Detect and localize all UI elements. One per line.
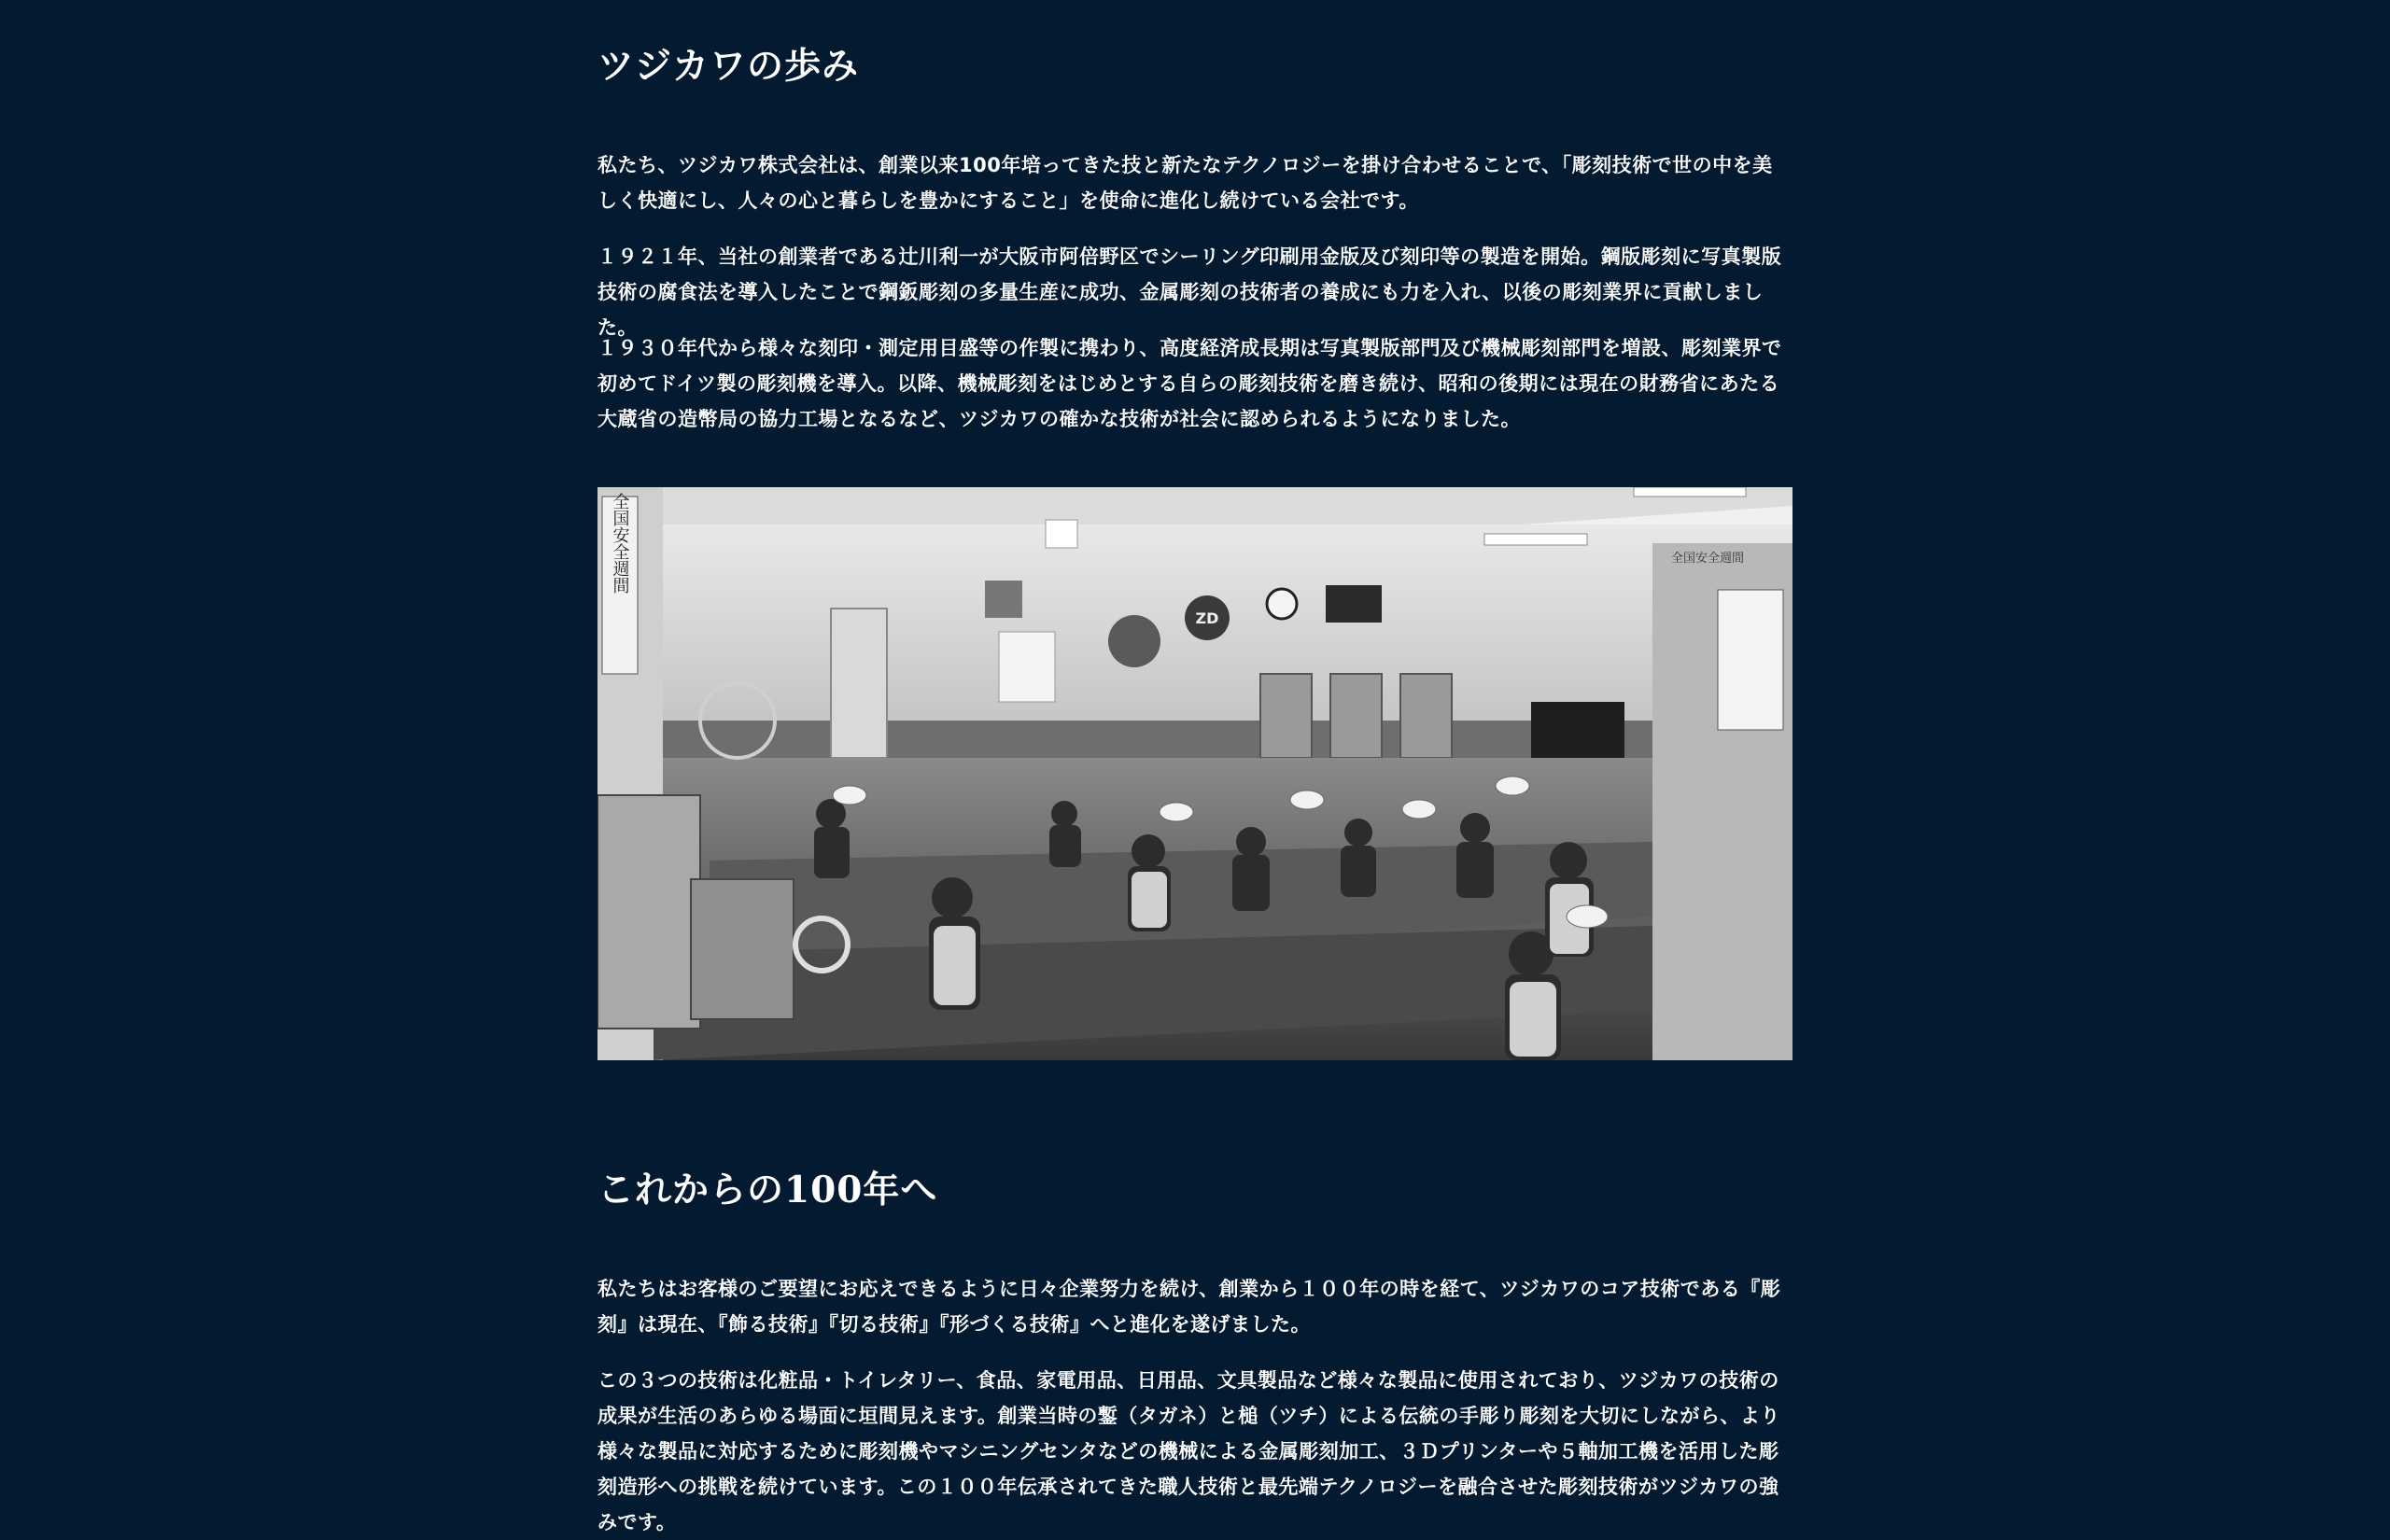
factory-photo <box>598 487 1792 1060</box>
history-paragraph-3: １９３０年代から様々な刻印・測定用目盛等の作製に携わり、高度経済成長期は写真製版部門及び機械彫刻部門を増設、彫刻業界で初めてドイツ製の彫刻機を導入。以降、機械彫刻をはじめとする自らの彫刻技術を磨き続け、昭和の後期には現在の財務省にあたる大蔵省の造幣局の協力工場となるなど、ツジカワの確かな技術が社会に認められるようになりました。 <box>598 337 1782 430</box>
future-paragraph-1: 私たちはお客様のご要望にお応えできるように日々企業努力を続け、創業から１００年の時を経て、ツジカワのコア技術である『彫刻』は現在、『飾る技術』『切る技術』『形づくる技術』へと進化を遂げました。 <box>598 1278 1781 1336</box>
history-title: ツジカワの歩み <box>598 45 860 88</box>
future-paragraph-2: この３つの技術は化粧品・トイレタリー、食品、家電用品、日用品、文具製品など様々な製品に使用されており、ツジカワの技術の成果が生活のあらゆる場面に垣間見えます。創業当時の鏨（タガネ）と槌（ツチ）による伝統の手彫り彫刻を大切にしながら、より様々な製品に対応するために彫刻機やマシニングセンタなどの機械による金属彫刻加工、３Ｄプリンターや５軸加工機を活用した彫刻造形への挑戦を続けています。この１００年伝承されてきた職人技術と最先端テクノロジーを融合させた彫刻技術がツジカワの強みです。 <box>598 1369 1780 1533</box>
poster-text: 全国安全週間 <box>610 493 630 594</box>
sign-text: 全国安全週間 <box>1671 552 1745 566</box>
zd-logo-text: ZD <box>1195 609 1219 627</box>
factory-photo-illustration <box>598 487 1792 1060</box>
history-paragraph-2: １９２１年、当社の創業者である辻川利一が大阪市阿倍野区でシーリング印刷用金版及び刻印等の製造を開始。鋼版彫刻に写真製版技術の腐食法を導入したことで鋼鈑彫刻の多量生産に成功、金属彫刻の技術者の養成にも力を入れ、以後の彫刻業界に貢献しました。 <box>598 245 1782 339</box>
future-title: これからの100年へ <box>598 1169 938 1211</box>
history-paragraph-1: 私たち、ツジカワ株式会社は、創業以来100年培ってきた技と新たなテクノロジーを掛け合わせることで、「彫刻技術で世の中を美しく快適にし、人々の心と暮らしを豊かにすること」を使命に進化し続けている会社です。 <box>598 154 1773 212</box>
